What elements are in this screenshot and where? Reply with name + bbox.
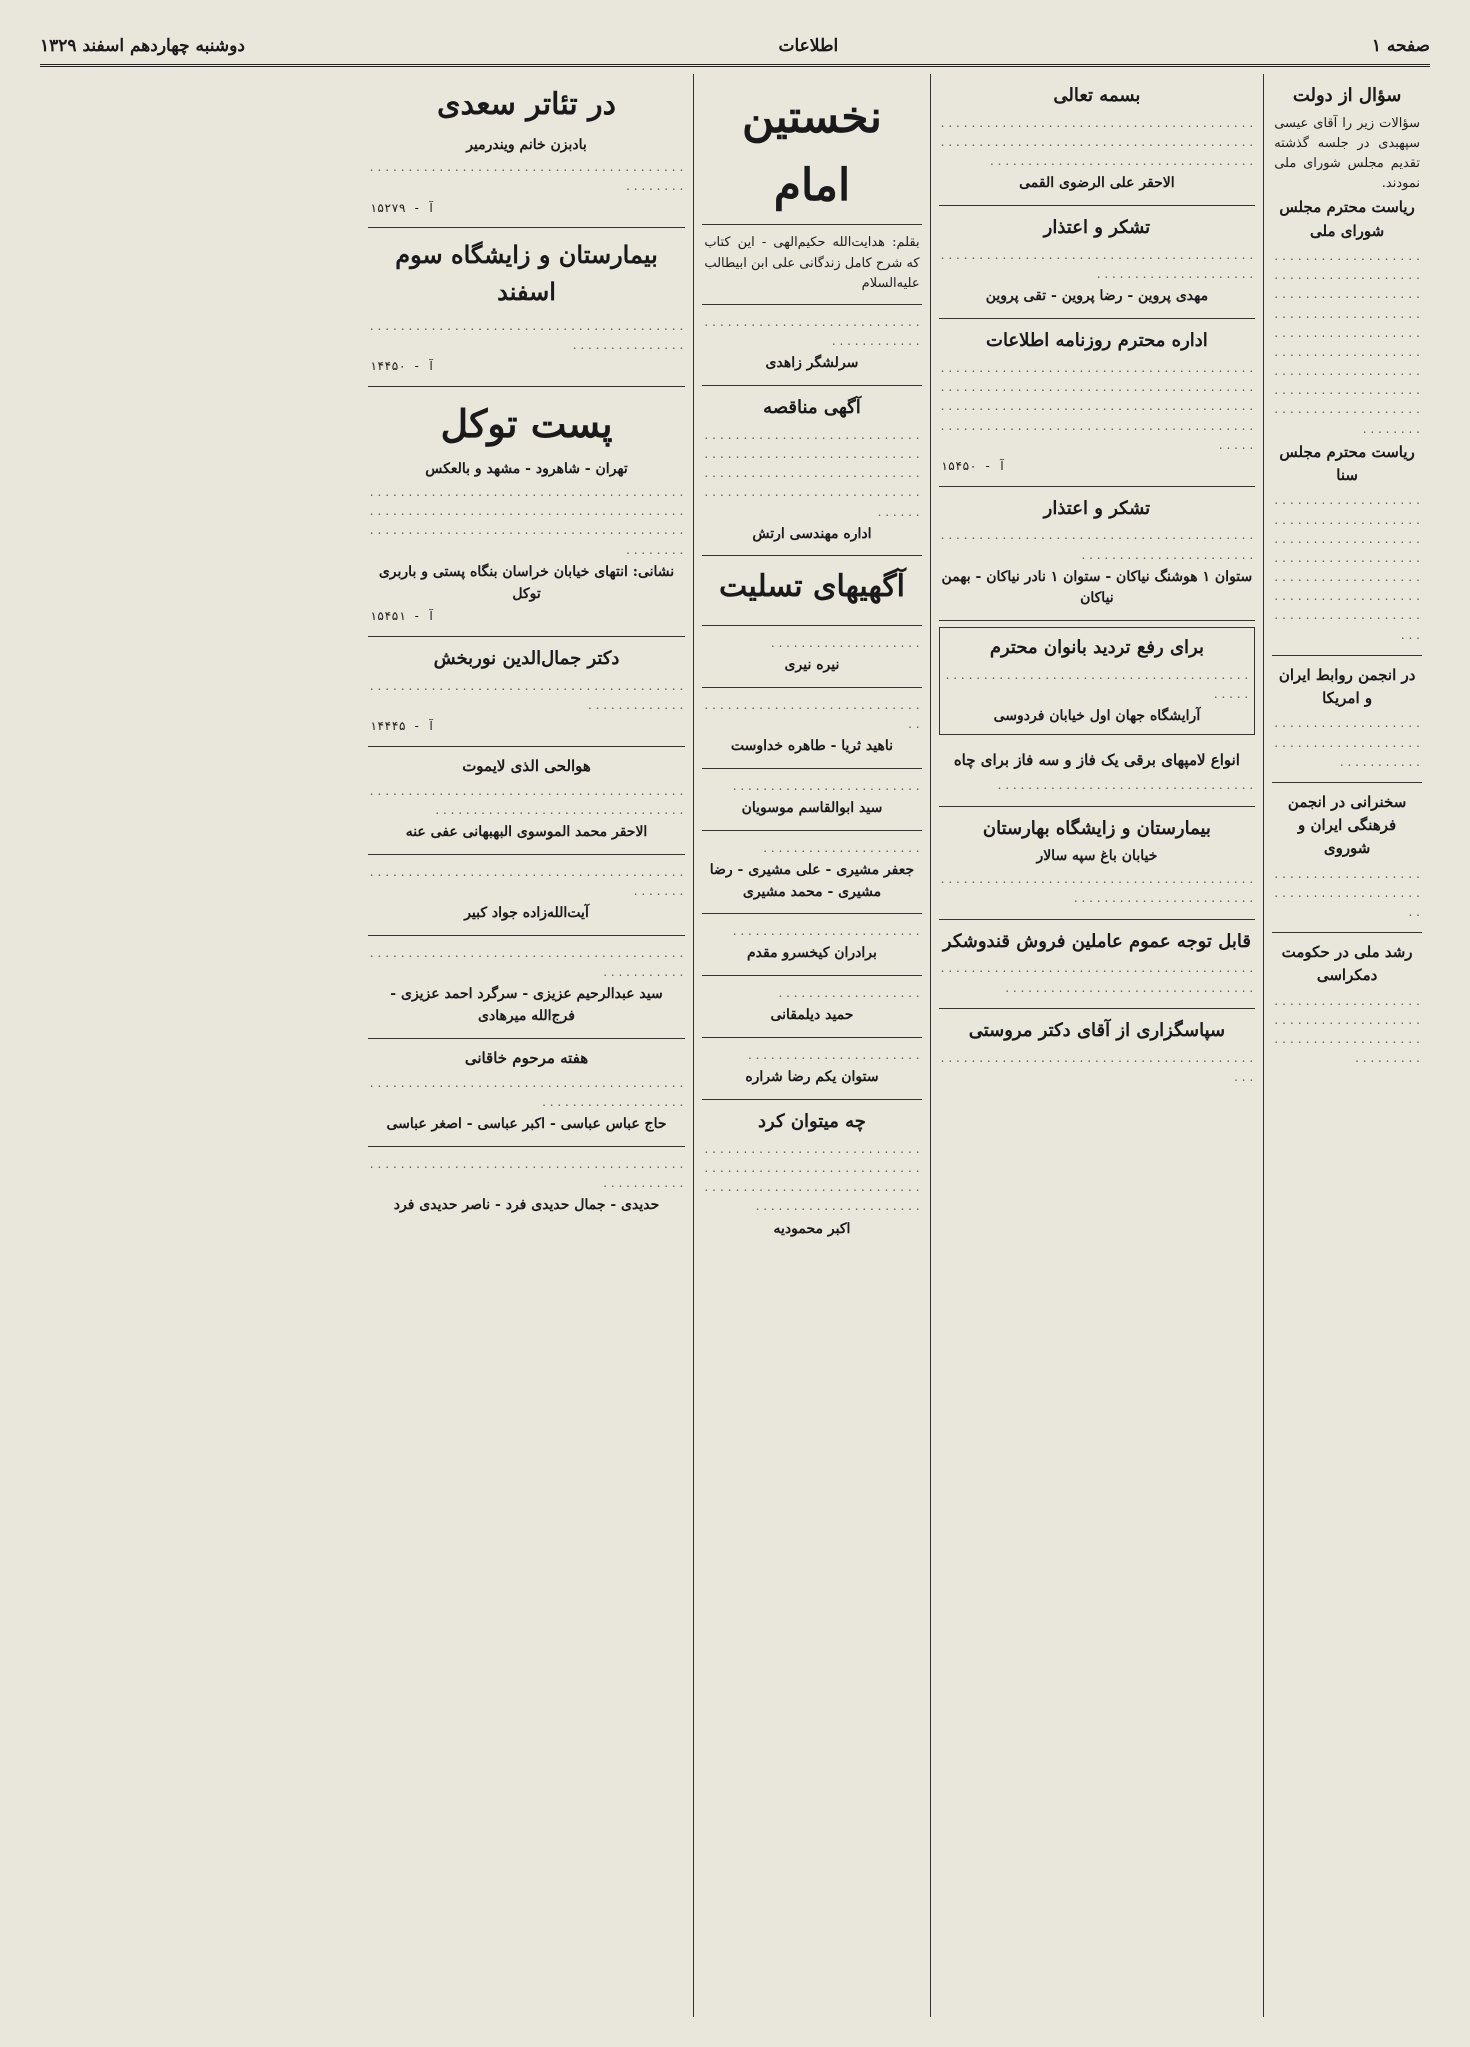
iran-america-article [1272,656,1422,783]
gratitude-text: . . . . . . . . . . . . . . . . . . . . . . . . . . . . . . . . . . . . . . . . . . . . [940,1050,1254,1084]
theater-ref: ۱۵۲۷۹ - آ [369,200,435,215]
memorial-text: . . . . . . . . . . . . . . . . . . . . . . . . . . . . . . . . . . . . . . . . . . . . . . . . . . . . . . . . . . . . . . . . . . . . . . . . . . [369,783,684,818]
basmala-sign: الاحقر علی الرضوی القمی [1019,175,1175,192]
thanks2-names: ستوان ۱ هوشنگ نیاکان - ستوان ۱ نادر نیاکان - بهمن نیاکان [941,568,1253,607]
question-body: سؤالات زیر را آقای عیسی سپهبدی در جلسه گذشته تقدیم مجلس شورای ملی نمودند. [1274,115,1420,192]
condolence-5-text: . . . . . . . . . . . . . . . . . . . . . . . . . [732,924,920,939]
question-sub2: ریاست محترم مجلس سنا [1279,442,1415,485]
thanks-zahedi-text: . . . . . . . . . . . . . . . . . . . . . . . . . . . . . . . . . . . . . . . . [704,314,920,348]
condolence-header [702,556,921,626]
condolence-4-names: جعفر مشیری - علی مشیری - رضا مشیری - محمد مشیری [709,861,915,900]
book-note [702,225,921,304]
notice-azizi-names: سید عبدالرحیم عزیزی - سرگرد احمد عزیزی - فرج‌الله میرهادی [390,986,663,1025]
issue-date: دوشنبه چهاردهم اسفند ۱۳۲۹ [40,36,245,56]
thanks-notice-2 [939,487,1256,622]
notice-kabir-names: آیت‌الله‌زاده جواد کبیر [464,905,589,922]
tavakol-title: پست توکل [440,400,613,446]
question-sub1: ریاست محترم مجلس شورای ملی [1279,198,1415,240]
theater-title: در تئاتر سعدی [437,87,617,122]
condolence-8-text: . . . . . . . . . . . . . . . . . . . . . . . . . . . . . . . . . . . . . . . . . . . . . . . . . . . . . . . . . . . . . . . . . . . . . . . . . . . . . . . . . . . . . . . . . . . . . . . . . . . . . . . . . . [704,1141,920,1214]
mourning-title: چه میتوان کرد [758,1110,866,1132]
condolence-5 [702,914,921,976]
condolence-3 [702,769,921,831]
condolence-2 [702,688,921,769]
memorial-title: هوالحی الذی لایموت [462,756,591,775]
notice-kabir [368,855,686,936]
question-title: سؤال از دولت [1292,85,1402,106]
page-number: صفحه ۱ [1371,36,1430,56]
maternity-title: بیمارستان و زایشگاه سوم اسفند [395,240,658,307]
culture-article [1272,783,1422,933]
doctor-text: . . . . . . . . . . . . . . . . . . . . . . . . . . . . . . . . . . . . . . . . . . . . . . . . . . . . . . [369,678,684,712]
khaghani-title: هفته مرحوم خاقانی [464,1048,589,1067]
condolence-1 [702,626,921,688]
notice-hadidi-names: حدیدی - جمال حدیدی فرد - ناصر حدیدی فرد [393,1197,660,1214]
memorial-names: الاحقر محمد الموسوی البهبهانی عفی عنه [405,824,648,841]
tavakol-addr: نشانی: انتهای خیابان خراسان بنگاه پستی و باربری توکل [378,563,675,602]
condolence-7-names: ستوان یکم رضا شراره [745,1069,879,1086]
thanks1-names: مهدی پروین - رضا پروین - تقی پروین [985,288,1209,305]
khaghani-text: . . . . . . . . . . . . . . . . . . . . . . . . . . . . . . . . . . . . . . . . . . . . . . . . . . . . . . . . . . . . [369,1076,684,1110]
ladies-body: آرایشگاه جهان اول خیابان فردوسی [993,708,1201,725]
columns [40,74,1430,2017]
theater-sub: بادبزن خانم ویندرمیر [466,136,587,153]
column-2 [930,74,1264,2017]
lamps-title: انواع لامپهای برقی یک فاز و سه فاز برای چاه [953,751,1240,770]
tender-ad [702,386,921,557]
condolence-7-text: . . . . . . . . . . . . . . . . . . . . . . . [747,1048,920,1062]
iran-america-title: در انجمن روابط ایران و امریکا [1278,665,1416,708]
notice-kabir-text: . . . . . . . . . . . . . . . . . . . . . . . . . . . . . . . . . . . . . . . . . . . . . . . . [369,864,684,899]
condolence-2-text: . . . . . . . . . . . . . . . . . . . . . . . . . . . . . . [704,697,920,731]
basmala-title: بسمه تعالی [1053,85,1141,106]
tender-sign: اداره مهندسی ارتش [752,525,872,542]
tavakol-ad [368,387,686,637]
thanks-zahedi [702,305,921,386]
condolence-title: آگهیهای تسلیت [718,569,905,605]
thanks-zahedi-names: سرلشگر زاهدی [765,355,859,372]
tender-text: . . . . . . . . . . . . . . . . . . . . . . . . . . . . . . . . . . . . . . . . . . . . . . . . . . . . . . . . . . . . . . . . . . . . . . . . . . . . . . . . . . . . . . . . . . . . . . . . . . . . . . . . . . . . . . . . . . . . . . [704,427,920,519]
condolence-3-text: . . . . . . . . . . . . . . . . . . . . . . . . . [732,778,920,793]
condolence-6-names: حمید دیلمقانی [770,1007,854,1024]
doctor-ref: ۱۴۴۴۵ - آ [369,719,435,734]
ladies-text: . . . . . . . . . . . . . . . . . . . . . . . . . . . . . . . . . . . . . . . . . . . . . [945,668,1249,702]
basmala-notice [939,74,1256,206]
iran-america-text: . . . . . . . . . . . . . . . . . . . . . . . . . . . . . . . . . . . . . . . . . . . . . . . . . [1274,716,1420,769]
doctor-ad [368,637,686,747]
ettelaat-ref: ۱۵۴۵۰ - آ [940,458,1006,473]
condolence-8-names: اکبر محمودیه [773,1220,851,1237]
paper-name: اطلاعات [778,36,839,56]
lamps-ad [939,741,1256,806]
thanks1-text: . . . . . . . . . . . . . . . . . . . . . . . . . . . . . . . . . . . . . . . . . . . . . . . . . . . . . . . . . . . . . . [940,248,1254,282]
theater-text: . . . . . . . . . . . . . . . . . . . . . . . . . . . . . . . . . . . . . . . . . . . . . . . . . [369,160,684,194]
theater-ad [368,74,686,228]
notice-abbasi-names: حاج عباس عباسی - اکبر عباسی - اصغر عباسی [386,1116,667,1133]
maternity-ref: ۱۴۴۵۰ - آ [369,358,435,373]
union-text: . . . . . . . . . . . . . . . . . . . . . . . . . . . . . . . . . . . . . . . . . . . . . . . . . . . . . . . . . . . . . . . . . . . . . . . . . . [940,961,1254,995]
maternity-text: . . . . . . . . . . . . . . . . . . . . . . . . . . . . . . . . . . . . . . . . . . . . . . . . . . . . . . . . [369,318,684,352]
tavakol-text: . . . . . . . . . . . . . . . . . . . . . . . . . . . . . . . . . . . . . . . . . . . . . . . . . . . . . . . . . . . . . . . . . . . . . . . . . . . . . . . . . . . . . . . . . . . . . . . . . . . . . . . . . . . . . . . . . . . . . . . . . . . . . . . . . . . [369,485,684,557]
hospital-ad [939,807,1256,920]
question-text-2: . . . . . . . . . . . . . . . . . . . . . . . . . . . . . . . . . . . . . . . . . . . . . . . . . . . . . . . . . . . . . . . . . . . . . . . . . . . . . . . . . . . . . . . . . . . . . . . . . . . . . . . . . . . . . . . . . . . . . . . . . . . . . . . . . . . . . . . . [1274,493,1420,642]
gratitude-ad [939,1009,1256,1097]
democrat-article [1272,933,1422,1078]
condolence-1-names: نیره نیری [784,657,840,674]
tender-title: آگهی مناقصه [763,396,861,418]
condolence-6 [702,976,921,1038]
memorial-notice [368,747,686,855]
doctor-title: دکتر جمال‌الدین نوربخش [433,647,620,669]
masthead [40,28,1430,67]
notice-hadidi [368,1147,686,1227]
culture-title: سخنرانی در انجمن فرهنگی ایران و شوروی [1287,792,1407,858]
tavakol-routes: تهران - شاهرود - مشهد و بالعکس [425,461,628,478]
condolence-6-text: . . . . . . . . . . . . . . . . . . . [778,986,920,1001]
union-title: قابل توجه عموم عاملین فروش قندوشکر [942,930,1251,952]
culture-text: . . . . . . . . . . . . . . . . . . . . . . . . . . . . . . . . . . . . . . . . [1274,866,1420,920]
lamps-text: . . . . . . . . . . . . . . . . . . . . . . . . . . . . . . . . . . [997,778,1254,793]
question-text: . . . . . . . . . . . . . . . . . . . . . . . . . . . . . . . . . . . . . . . . . . . . . . . . . . . . . . . . . . . . . . . . . . . . . . . . . . . . . . . . . . . . . . . . . . . . . . . . . . . . . . . . . . . . . . . . . . . . . . . . . . . . . . . . . . . . . . . . . . . . . . . . . . . . . . . . . . . . . . . . . . . . . . . . . . . . . . . . . . . [1274,248,1420,436]
gratitude-title: سپاسگزاری از آقای دکتر مروستی [968,1019,1226,1041]
notice-khaghani [368,1039,686,1147]
condolence-8 [702,1100,921,1250]
hospital-addr: خیابان باغ سپه سالار [1036,848,1158,865]
condolence-3-names: سید ابوالقاسم موسویان [741,800,883,816]
thanks2-text: . . . . . . . . . . . . . . . . . . . . . . . . . . . . . . . . . . . . . . . . . . . . . . . . . . . . . . . . . . . . . . . . [940,528,1254,562]
condolence-7 [702,1038,921,1100]
column-3 [693,74,929,2017]
ladies-title: برای رفع تردید بانوان محترم [989,637,1204,659]
column-1 [1263,74,1430,2017]
thanks2-title: تشکر و اعتذار [1043,497,1151,519]
thanks1-title: تشکر و اعتذار [1043,217,1151,239]
ettelaat-letter [939,319,1256,486]
column-4 [360,74,694,2017]
notice-hadidi-text: . . . . . . . . . . . . . . . . . . . . . . . . . . . . . . . . . . . . . . . . . . . . . . . . . . . . [369,1157,684,1191]
condolence-4 [702,831,921,915]
book-note-text: بقلم: هدایت‌الله حکیم‌الهی - این کتاب که شرح کامل زندگانی علی ابن ابیطالب علیه‌السلام [704,235,920,291]
hospital-title: بیمارستان و زایشگاه بهارستان [982,817,1211,839]
basmala-text: . . . . . . . . . . . . . . . . . . . . . . . . . . . . . . . . . . . . . . . . . . . . . . . . . . . . . . . . . . . . . . . . . . . . . . . . . . . . . . . . . . . . . . . . . . . . . . . . . . . . . . . . . . . . . . . . . . . . . [940,115,1254,169]
ettelaat-text: . . . . . . . . . . . . . . . . . . . . . . . . . . . . . . . . . . . . . . . . . . . . . . . . . . . . . . . . . . . . . . . . . . . . . . . . . . . . . . . . . . . . . . . . . . . . . . . . . . . . . . . . . . . . . . . . . . . . . . . . . . . . . . . . . . . . . . . . . . . . . . . . . . . . . . . . . . . . . . . . . . . . . . . . . [940,360,1254,452]
maternity-ad [368,228,686,386]
condolence-4-text: . . . . . . . . . . . . . . . . . . . . . [763,840,920,855]
question-article [1272,74,1422,656]
democrat-title: رشد ملی در حکومت دمکراسی [1281,943,1413,985]
union-ad [939,920,1256,1009]
condolence-5-names: برادران کیخسرو مقدم [746,945,877,962]
tavakol-ref: ۱۵۴۵۱ - آ [369,609,435,624]
condolence-2-names: ناهید ثریا - طاهره خداوست [730,738,894,755]
condolence-1-text: . . . . . . . . . . . . . . . . . . . . [770,635,920,650]
notice-azizi-text: . . . . . . . . . . . . . . . . . . . . . . . . . . . . . . . . . . . . . . . . . . . . . . . . . . . . [369,946,684,980]
ladies-ad [939,627,1256,735]
thanks-notice-1 [939,206,1256,319]
notice-azizi [368,936,686,1039]
ettelaat-title: اداره محترم روزنامه اطلاعات [986,330,1208,352]
book-logo: نخستین امام [702,74,921,225]
democrat-text: . . . . . . . . . . . . . . . . . . . . . . . . . . . . . . . . . . . . . . . . . . . . . . . . . . . . . . . . . . . . . . . . . . [1274,993,1420,1066]
hospital-text: . . . . . . . . . . . . . . . . . . . . . . . . . . . . . . . . . . . . . . . . . . . . . . . . . . . . . . . . . . . . . . . . . [940,872,1254,906]
